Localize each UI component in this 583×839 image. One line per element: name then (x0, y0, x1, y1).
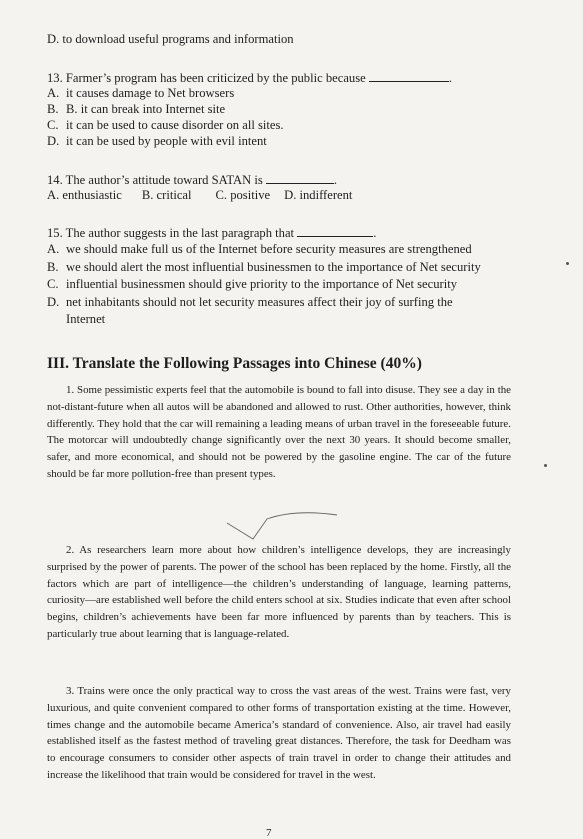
q13-blank (369, 69, 449, 82)
option-letter: A. (47, 242, 60, 256)
option-text: it can be used by people with evil intent (66, 134, 267, 148)
option-text: it can be used to cause disorder on all sites. (66, 118, 284, 132)
section-heading: III. Translate the Following Passages into Chinese (40%) (47, 355, 422, 372)
q13-stem (47, 69, 452, 86)
option-text: net inhabitants should not let security measures affect their joy of surfing the (66, 295, 453, 309)
passage-2-text: 2. As researchers learn more about how children’s intelligence develops, they are increasingly surprised by the power of parents. The power of the school has been replaced by the home. Firstly, all the factors which are part of intelligence—the children’s understanding of language, learning patterns, curiosity—are established well before the child enters school at six. Studies indicate that even after school begins, children’s achievements have been far more influenced by parents than by teachers. This is particularly true about learning that is language-related. (47, 544, 511, 640)
option-text: influential businessmen should give priority to the importance of Net security (66, 277, 458, 291)
page-number: 7 (266, 827, 272, 839)
q12-option-d: D. to download useful programs and information (47, 32, 294, 46)
q14-stem-end: . (333, 173, 338, 187)
q14-options (47, 188, 352, 203)
option-letter: B. (47, 102, 59, 116)
q15-option-d (47, 295, 453, 310)
option-letter: C. (47, 277, 59, 291)
option-letter: D. (47, 134, 60, 148)
q15-option-c (47, 277, 457, 292)
q14-blank (266, 171, 334, 184)
q15-stem-end: . (373, 226, 377, 240)
q14-option-b: B. critical (141, 188, 192, 202)
q15-blank (297, 224, 373, 237)
option-text: Internet (66, 312, 106, 326)
q13-option-a (47, 86, 234, 101)
stray-mark (544, 464, 547, 467)
option-letter: A. (47, 86, 60, 100)
option-letter: C. (47, 118, 59, 132)
q13-stem-end: . (448, 71, 453, 85)
q15-stem (47, 224, 376, 241)
passage-3 (47, 683, 511, 784)
passage-3-text: 3. Trains were once the only practical way to cross the vast areas of the west. Trains were fast, very luxurious, and quite convenient compared to other forms of transportation existing at the time. However, times change and the automobile became America’s standard of convenience. Also, air travel had easily established itself as the fastest method of traveling great distances. Therefore, the task for Deedham was to encourage consumers to consider other aspects of train travel in order to change their attitudes and increase the likelihood that train would be considered for travel in the west. (47, 685, 511, 781)
q13-option-b (47, 102, 225, 117)
option-letter: D. (47, 295, 60, 309)
q15-option-b (47, 260, 481, 275)
option-text: we should alert the most influential businessmen to the importance of Net security (66, 260, 481, 274)
q13-stem-text: 13. Farmer’s program has been criticized by the public because (47, 71, 366, 85)
option-text: we should make full us of the Internet before security measures are strengthened (66, 242, 472, 256)
q14-option-a: A. enthusiastic (47, 188, 122, 202)
q14-stem (47, 171, 337, 188)
passage-1 (47, 382, 511, 483)
option-text: B. it can break into Internet site (66, 102, 226, 116)
stray-mark (566, 262, 569, 265)
option-letter: B. (47, 260, 59, 274)
q15-stem-text: 15. The author suggests in the last paragraph that (47, 226, 295, 240)
passage-2 (47, 542, 511, 643)
q15-option-a (47, 242, 472, 257)
q15-option-d-continued (47, 312, 105, 327)
q14-option-c: C. positive (215, 188, 271, 202)
option-text: it causes damage to Net browsers (66, 86, 235, 100)
pencil-scribble (225, 505, 345, 545)
q14-option-d: D. indifferent (284, 188, 353, 202)
passage-1-text: 1. Some pessimistic experts feel that the automobile is bound to fall into disuse. They see a day in the not-distant-future when all autos will be abandoned and allowed to rust. Other authorities, however, think differently. They hold that the car will remaining a leading means of urban travel in the foreseeable future. The motorcar will undoubtedly change significantly over the next 30 years. It should become smaller, safer, and more economical, and should not be powered by the gasoline engine. The car of the future should be far more pollution-free than present types. (47, 384, 511, 480)
q13-option-d (47, 134, 267, 149)
q14-stem-text: 14. The author’s attitude toward SATAN is (47, 173, 263, 187)
q13-option-c (47, 118, 284, 133)
